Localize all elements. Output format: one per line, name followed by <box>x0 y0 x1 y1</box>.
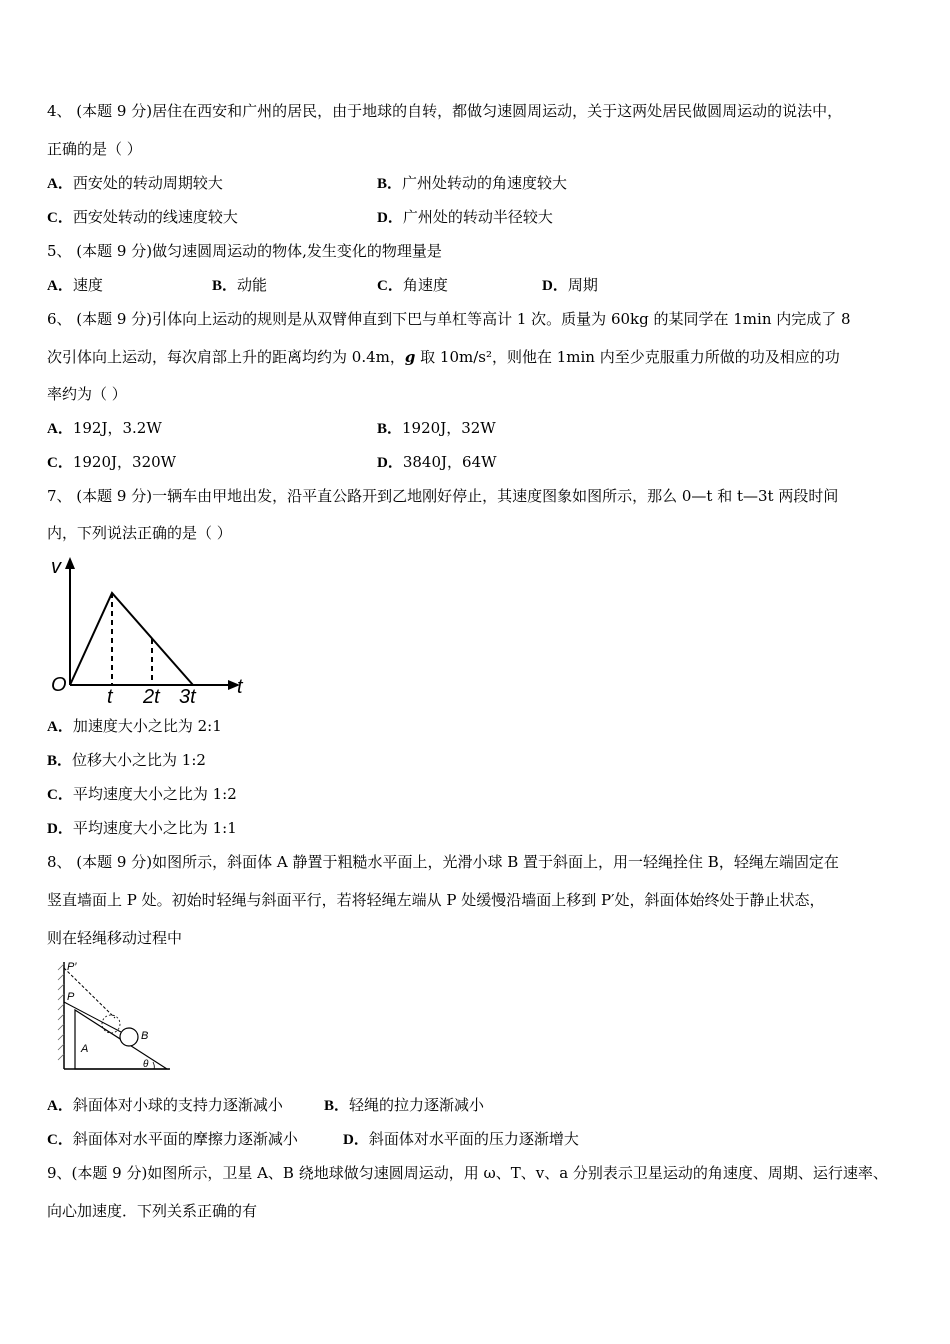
q6-g-symbol: g <box>404 348 416 366</box>
option-label: D． <box>542 278 568 294</box>
q9-stem-line1: 9、(本题 9 分)如图所示，卫星 A、B 绕地球做匀速圆周运动，用 ω、T、v、a 分别表示卫星运动的角速度、周期、运行速率、 <box>47 1164 888 1182</box>
q6-option-a[interactable] <box>47 418 162 439</box>
q5-option-d[interactable] <box>542 275 598 296</box>
q8-option-c[interactable] <box>47 1129 298 1150</box>
q6-line2-part1: 次引体向上运动，每次肩部上升的距离均约为 0.4m， <box>47 348 405 366</box>
q6-stem-line1: 6、 (本题 9 分)引体向上运动的规则是从双臂伸直到下巴与单杠等高计 1 次。质量为 60kg 的某同学在 1min 内完成了 8 <box>47 310 851 328</box>
q7-option-c[interactable] <box>47 784 237 805</box>
q4-option-a[interactable] <box>47 173 223 194</box>
option-text: 1920J，32W <box>402 419 496 437</box>
option-text: 位移大小之比为 1:2 <box>72 751 206 769</box>
option-text: 轻绳的拉力逐渐减小 <box>349 1096 485 1114</box>
option-text: 3840J，64W <box>402 453 497 471</box>
v-axis-arrow <box>65 557 75 569</box>
q4-option-b[interactable] <box>377 173 567 194</box>
option-text: 斜面体对小球的支持力逐渐减小 <box>72 1096 283 1114</box>
option-label: A． <box>47 1098 73 1114</box>
q6-stem-line3: 率约为（ ） <box>47 385 127 403</box>
ball-b <box>120 1028 138 1046</box>
option-text: 斜面体对水平面的摩擦力逐渐减小 <box>72 1130 298 1148</box>
q5-option-b[interactable] <box>212 275 267 296</box>
option-text: 平均速度大小之比为 1:1 <box>72 819 237 837</box>
option-label: D． <box>377 210 403 226</box>
q8-stem-line2: 竖直墙面上 P 处。初始时轻绳与斜面平行，若将轻绳左端从 P 处缓慢沿墙面上移到 P′处，斜面体始终处于静止状态， <box>47 891 825 909</box>
tick-label-3t: 3t <box>179 686 196 707</box>
q5-option-c[interactable] <box>377 275 448 296</box>
option-text: 西安处转动的线速度较大 <box>72 208 238 226</box>
option-text: 广州处转动的角速度较大 <box>402 174 568 192</box>
theta-arc <box>153 1062 154 1069</box>
option-text: 斜面体对水平面的压力逐渐增大 <box>368 1130 579 1148</box>
rope-p <box>64 1002 121 1032</box>
q6-option-b[interactable] <box>377 418 496 439</box>
q6-option-d[interactable] <box>377 452 497 473</box>
label-b: B <box>141 1030 149 1042</box>
q5-option-a[interactable] <box>47 275 103 296</box>
q8-stem-line1: 8、 (本题 9 分)如图所示，斜面体 A 静置于粗糙水平面上，光滑小球 B 置于斜面上，用一轻绳拴住 B，轻绳左端固定在 <box>47 853 839 871</box>
option-label: C． <box>377 278 403 294</box>
tick-label-2t: 2t <box>143 686 160 707</box>
tick-label-t: t <box>107 686 113 707</box>
option-text: 平均速度大小之比为 1:2 <box>72 785 237 803</box>
q7-stem-line1: 7、 (本题 9 分)一辆车由甲地出发，沿平直公路开到乙地刚好停止，其速度图象如图所示，那么 0—t 和 t—3t 两段时间 <box>47 487 839 505</box>
q6-option-c[interactable] <box>47 452 176 473</box>
option-label: B． <box>377 176 403 192</box>
option-label: A． <box>47 278 73 294</box>
option-label: C． <box>47 787 73 803</box>
option-text: 西安处的转动周期较大 <box>72 174 223 192</box>
label-p-prime: P′ <box>67 961 77 973</box>
label-p: P <box>67 991 75 1003</box>
option-label: C． <box>47 210 73 226</box>
option-text: 192J，3.2W <box>72 419 162 437</box>
option-label: D． <box>47 821 73 837</box>
option-text: 角速度 <box>402 276 448 294</box>
option-label: D． <box>377 455 403 471</box>
q8-option-d[interactable] <box>343 1129 579 1150</box>
option-text: 1920J，320W <box>72 453 177 471</box>
option-text: 周期 <box>567 276 598 294</box>
origin-label: O <box>51 674 67 696</box>
option-label: B． <box>377 421 403 437</box>
option-text: 广州处的转动半径较大 <box>402 208 553 226</box>
option-text: 速度 <box>72 276 103 294</box>
option-label: A． <box>47 176 73 192</box>
option-label: B． <box>212 278 238 294</box>
q6-stem-line2 <box>47 347 840 367</box>
option-label: C． <box>47 455 73 471</box>
option-text: 加速度大小之比为 2:1 <box>72 717 222 735</box>
label-a: A <box>81 1043 89 1055</box>
q9-stem-line2: 向心加速度．下列关系正确的有 <box>47 1202 258 1220</box>
q7-option-b[interactable] <box>47 750 206 771</box>
q8-option-b[interactable] <box>324 1095 484 1116</box>
velocity-curve <box>70 593 193 685</box>
option-label: B． <box>324 1098 350 1114</box>
q6-line2-part2: 取 10m/s²，则他在 1min 内至少克服重力所做的功及相应的功 <box>415 348 840 366</box>
option-text: 动能 <box>237 276 268 294</box>
v-label: v <box>51 556 61 578</box>
q8-option-a[interactable] <box>47 1095 283 1116</box>
q7-stem-line2: 内，下列说法正确的是（ ） <box>47 524 232 542</box>
q7-velocity-time-graph <box>45 553 255 707</box>
q4-stem-line2: 正确的是（ ） <box>47 140 142 158</box>
q5-stem-line1: 5、 (本题 9 分)做匀速圆周运动的物体,发生变化的物理量是 <box>47 242 442 260</box>
q7-option-a[interactable] <box>47 716 222 737</box>
q8-stem-line3: 则在轻绳移动过程中 <box>47 929 183 947</box>
option-label: A． <box>47 719 73 735</box>
label-theta: θ <box>143 1059 149 1070</box>
q4-option-c[interactable] <box>47 207 238 228</box>
q7-option-d[interactable] <box>47 818 237 839</box>
q4-stem-line1: 4、 (本题 9 分)居住在西安和广州的居民，由于地球的自转，都做匀速圆周运动，关于这两处居民做圆周运动的说法中， <box>47 102 843 120</box>
option-label: B． <box>47 753 73 769</box>
t-label: t <box>237 676 243 698</box>
q8-incline-figure <box>55 958 175 1074</box>
option-label: D． <box>343 1132 369 1148</box>
option-label: A． <box>47 421 73 437</box>
option-label: C． <box>47 1132 73 1148</box>
q4-option-d[interactable] <box>377 207 553 228</box>
